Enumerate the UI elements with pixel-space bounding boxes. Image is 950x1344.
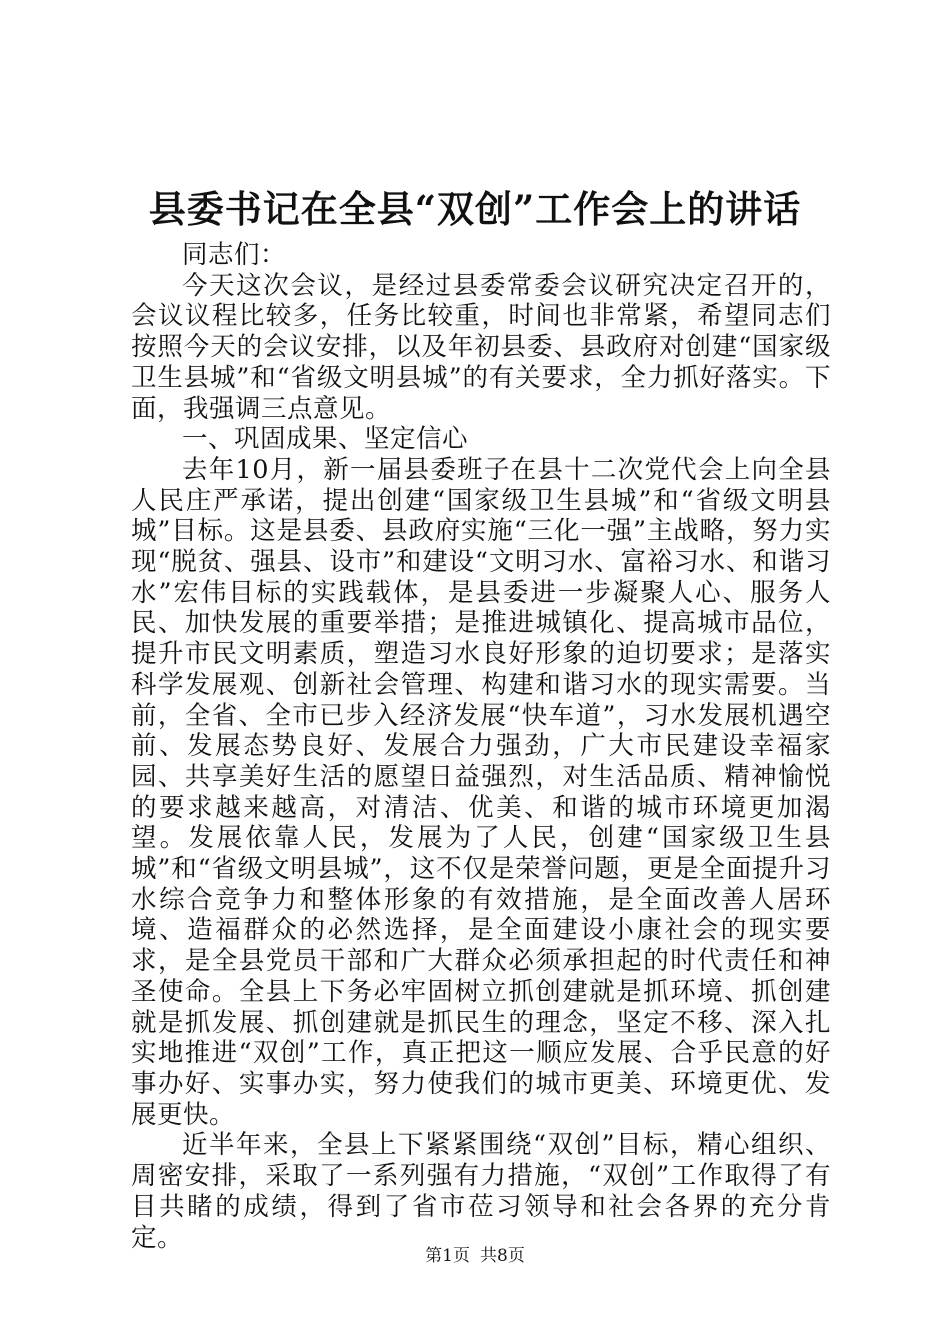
body-paragraph: 近半年来，全县上下紧紧围绕“双创”目标，精心组织、周密安排，采取了一系列强有力措施，“双创”工作取得了有目共睹的成绩，得到了省市莅习领导和社会各界的充分肯定。 — [131, 1130, 831, 1253]
body-paragraph: 去年10月，新一届县委班子在县十二次党代会上向全县人民庄严承诺，提出创建“国家级卫生县城”和“省级文明县城”目标。这是县委、县政府实施“三化一强”主战略，努力实现“脱贫、强县、设市”和建设“文明习水、富裕习水、和谐习水”宏伟目标的实践载体，是县委进一步凝聚人心、服务人民、加快发展的重要举措；是推进城镇化、提高城市品位，提升市民文明素质，塑造习水良好形象的迫切要求；是落实科学发展观、创新社会管理、构建和谐习水的现实需要。当前，全省、全市已步入经济发展“快车道”，习水发展机遇空前、发展态势良好、发展合力强劲，广大市民建设幸福家园、共享美好生活的愿望日益强烈，对生活品质、精神愉悦的要求越来越高，对清洁、优美、和谐的城市环境更加渴望。发展依靠人民，发展为了人民，创建“国家级卫生县城”和“省级文明县城”，这不仅是荣誉问题，更是全面提升习水综合竞争力和整体形象的有效措施，是全面改善人居环境、造福群众的必然选择，是全面建设小康社会的现实要求，是全县党员干部和广大群众必须承担起的时代责任和神圣使命。全县上下务必牢固树立抓创建就是抓环境、抓创建就是抓发展、抓创建就是抓民生的理念，坚定不移、深入扎实地推进“双创”工作，真正把这一顺应发展、合乎民意的好事办好、实事办实，努力使我们的城市更美、环境更优、发展更快。 — [131, 454, 831, 1130]
salutation-paragraph: 同志们： — [182, 240, 287, 270]
section-heading: 一、巩固成果、坚定信心 — [182, 424, 469, 455]
document-body — [131, 240, 831, 1253]
page-total: 共8页 — [480, 1246, 525, 1266]
intro-paragraph: 今天这次会议，是经过县委常委会议研究决定召开的，会议议程比较多，任务比较重，时间也非常紧，希望同志们按照今天的会议安排，以及年初县委、县政府对创建“国家级卫生县城”和“省级文明县城”的有关要求，全力抓好落实。下面，我强调三点意见。 — [131, 270, 831, 424]
page-number: 第1页 — [425, 1246, 470, 1266]
page-footer — [0, 1244, 950, 1268]
document-title: 县委书记在全县“双创”工作会上的讲话 — [148, 187, 802, 231]
